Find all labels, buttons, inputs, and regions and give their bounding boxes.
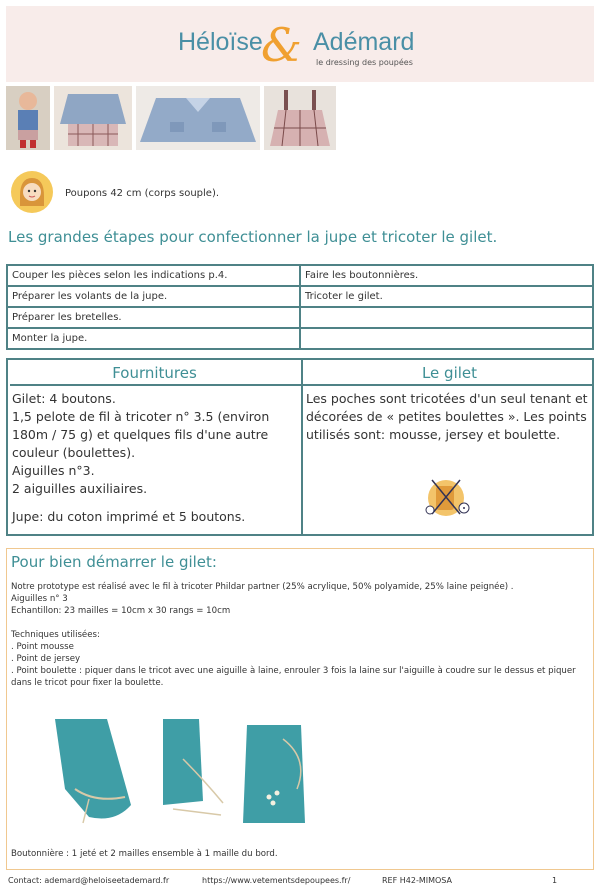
website-link[interactable]: https://www.vetementsdepoupees.fr/ bbox=[202, 876, 351, 885]
brand-ampersand: & bbox=[261, 18, 302, 72]
buttonhole-note: Boutonnière : 1 jeté et 2 mailles ensemble à 1 maille du bord. bbox=[11, 849, 278, 859]
table-row bbox=[7, 265, 593, 286]
brand-name-right: Adémard bbox=[313, 28, 415, 56]
brand-logo[interactable] bbox=[178, 18, 438, 74]
technique-item: . Point boulette : piquer dans le tricot avec une aiguille à laine, enrouler 3 fois la laine sur l'aiguille à coudre sur le dessus et piquer dans le tricot pour fixer la boulette. bbox=[11, 666, 576, 688]
step-cell: Tricoter le gilet. bbox=[300, 286, 593, 307]
technique-item: . Point de jersey bbox=[11, 654, 81, 664]
sewing-kit-icon bbox=[420, 472, 476, 522]
header-banner bbox=[6, 6, 594, 82]
info-line: Aiguilles n° 3 bbox=[11, 594, 68, 604]
table-row bbox=[7, 307, 593, 328]
supply-item: Gilet: 4 boutons. bbox=[12, 391, 116, 406]
step-cell: Préparer les volants de la jupe. bbox=[7, 286, 300, 307]
knit-detail-photo bbox=[163, 719, 233, 825]
supply-item: 1,5 pelote de fil à tricoter n° 3.5 (environ 180m / 75 g) et quelques fils d'une autre couleur (boulettes). bbox=[12, 409, 270, 460]
supplies-list bbox=[12, 390, 296, 526]
step-cell: Monter la jupe. bbox=[7, 328, 300, 349]
supply-item: 2 aiguilles auxiliaires. bbox=[12, 481, 148, 496]
doll-face-icon bbox=[10, 170, 54, 214]
header-divider bbox=[10, 384, 594, 386]
page-title: Les grandes étapes pour confectionner la jupe et tricoter le gilet. bbox=[8, 228, 498, 246]
supply-item-skirt: Jupe: du coton imprimé et 5 boutons. bbox=[12, 509, 246, 524]
getting-started-text bbox=[11, 581, 589, 689]
knit-sleeve-photo bbox=[45, 719, 141, 825]
skirt-photo bbox=[264, 86, 336, 150]
step-cell: Couper les pièces selon les indications p.4. bbox=[7, 265, 300, 286]
supplies-section bbox=[6, 358, 594, 536]
step-cell bbox=[300, 328, 593, 349]
step-cell bbox=[300, 307, 593, 328]
gilet-description: Les poches sont tricotées d'un seul tenant et décorées de « petites boulettes ». Les points utilisés sont: mousse, jersey et boulette. bbox=[306, 391, 588, 442]
steps-table bbox=[6, 264, 594, 350]
doll-photo bbox=[6, 86, 50, 150]
knit-pocket-photo bbox=[239, 719, 319, 825]
page-number: 1 bbox=[552, 876, 558, 885]
reference-code: REF H42-MIMOSA bbox=[382, 876, 452, 885]
info-line: Echantillon: 23 mailles = 10cm x 30 rangs = 10cm bbox=[11, 606, 231, 616]
column-divider bbox=[301, 360, 303, 534]
getting-started-section bbox=[6, 548, 594, 870]
techniques-title: Techniques utilisées: bbox=[11, 630, 100, 640]
gilet-title: Le gilet bbox=[421, 364, 478, 382]
step-cell: Préparer les bretelles. bbox=[7, 307, 300, 328]
cardigan-skirt-photo bbox=[54, 86, 132, 150]
cardigan-photo bbox=[136, 86, 260, 150]
step-cell: Faire les boutonnières. bbox=[300, 265, 593, 286]
brand-tagline: le dressing des poupées bbox=[316, 58, 413, 67]
technique-item: . Point mousse bbox=[11, 642, 74, 652]
brand-name-left: Héloïse bbox=[178, 28, 263, 56]
supply-item: Aiguilles n°3. bbox=[12, 463, 95, 478]
table-row bbox=[7, 286, 593, 307]
supplies-title: Fournitures bbox=[112, 364, 197, 382]
table-row bbox=[7, 328, 593, 349]
getting-started-title: Pour bien démarrer le gilet: bbox=[11, 553, 217, 571]
info-line: Notre prototype est réalisé avec le fil à tricoter Phildar partner (25% acrylique, 50% polyamide, 25% laine peignée) . bbox=[11, 582, 514, 592]
contact-email[interactable]: Contact: ademard@heloiseetademard.fr bbox=[8, 876, 170, 885]
size-info: Poupons 42 cm (corps souple). bbox=[65, 188, 220, 199]
